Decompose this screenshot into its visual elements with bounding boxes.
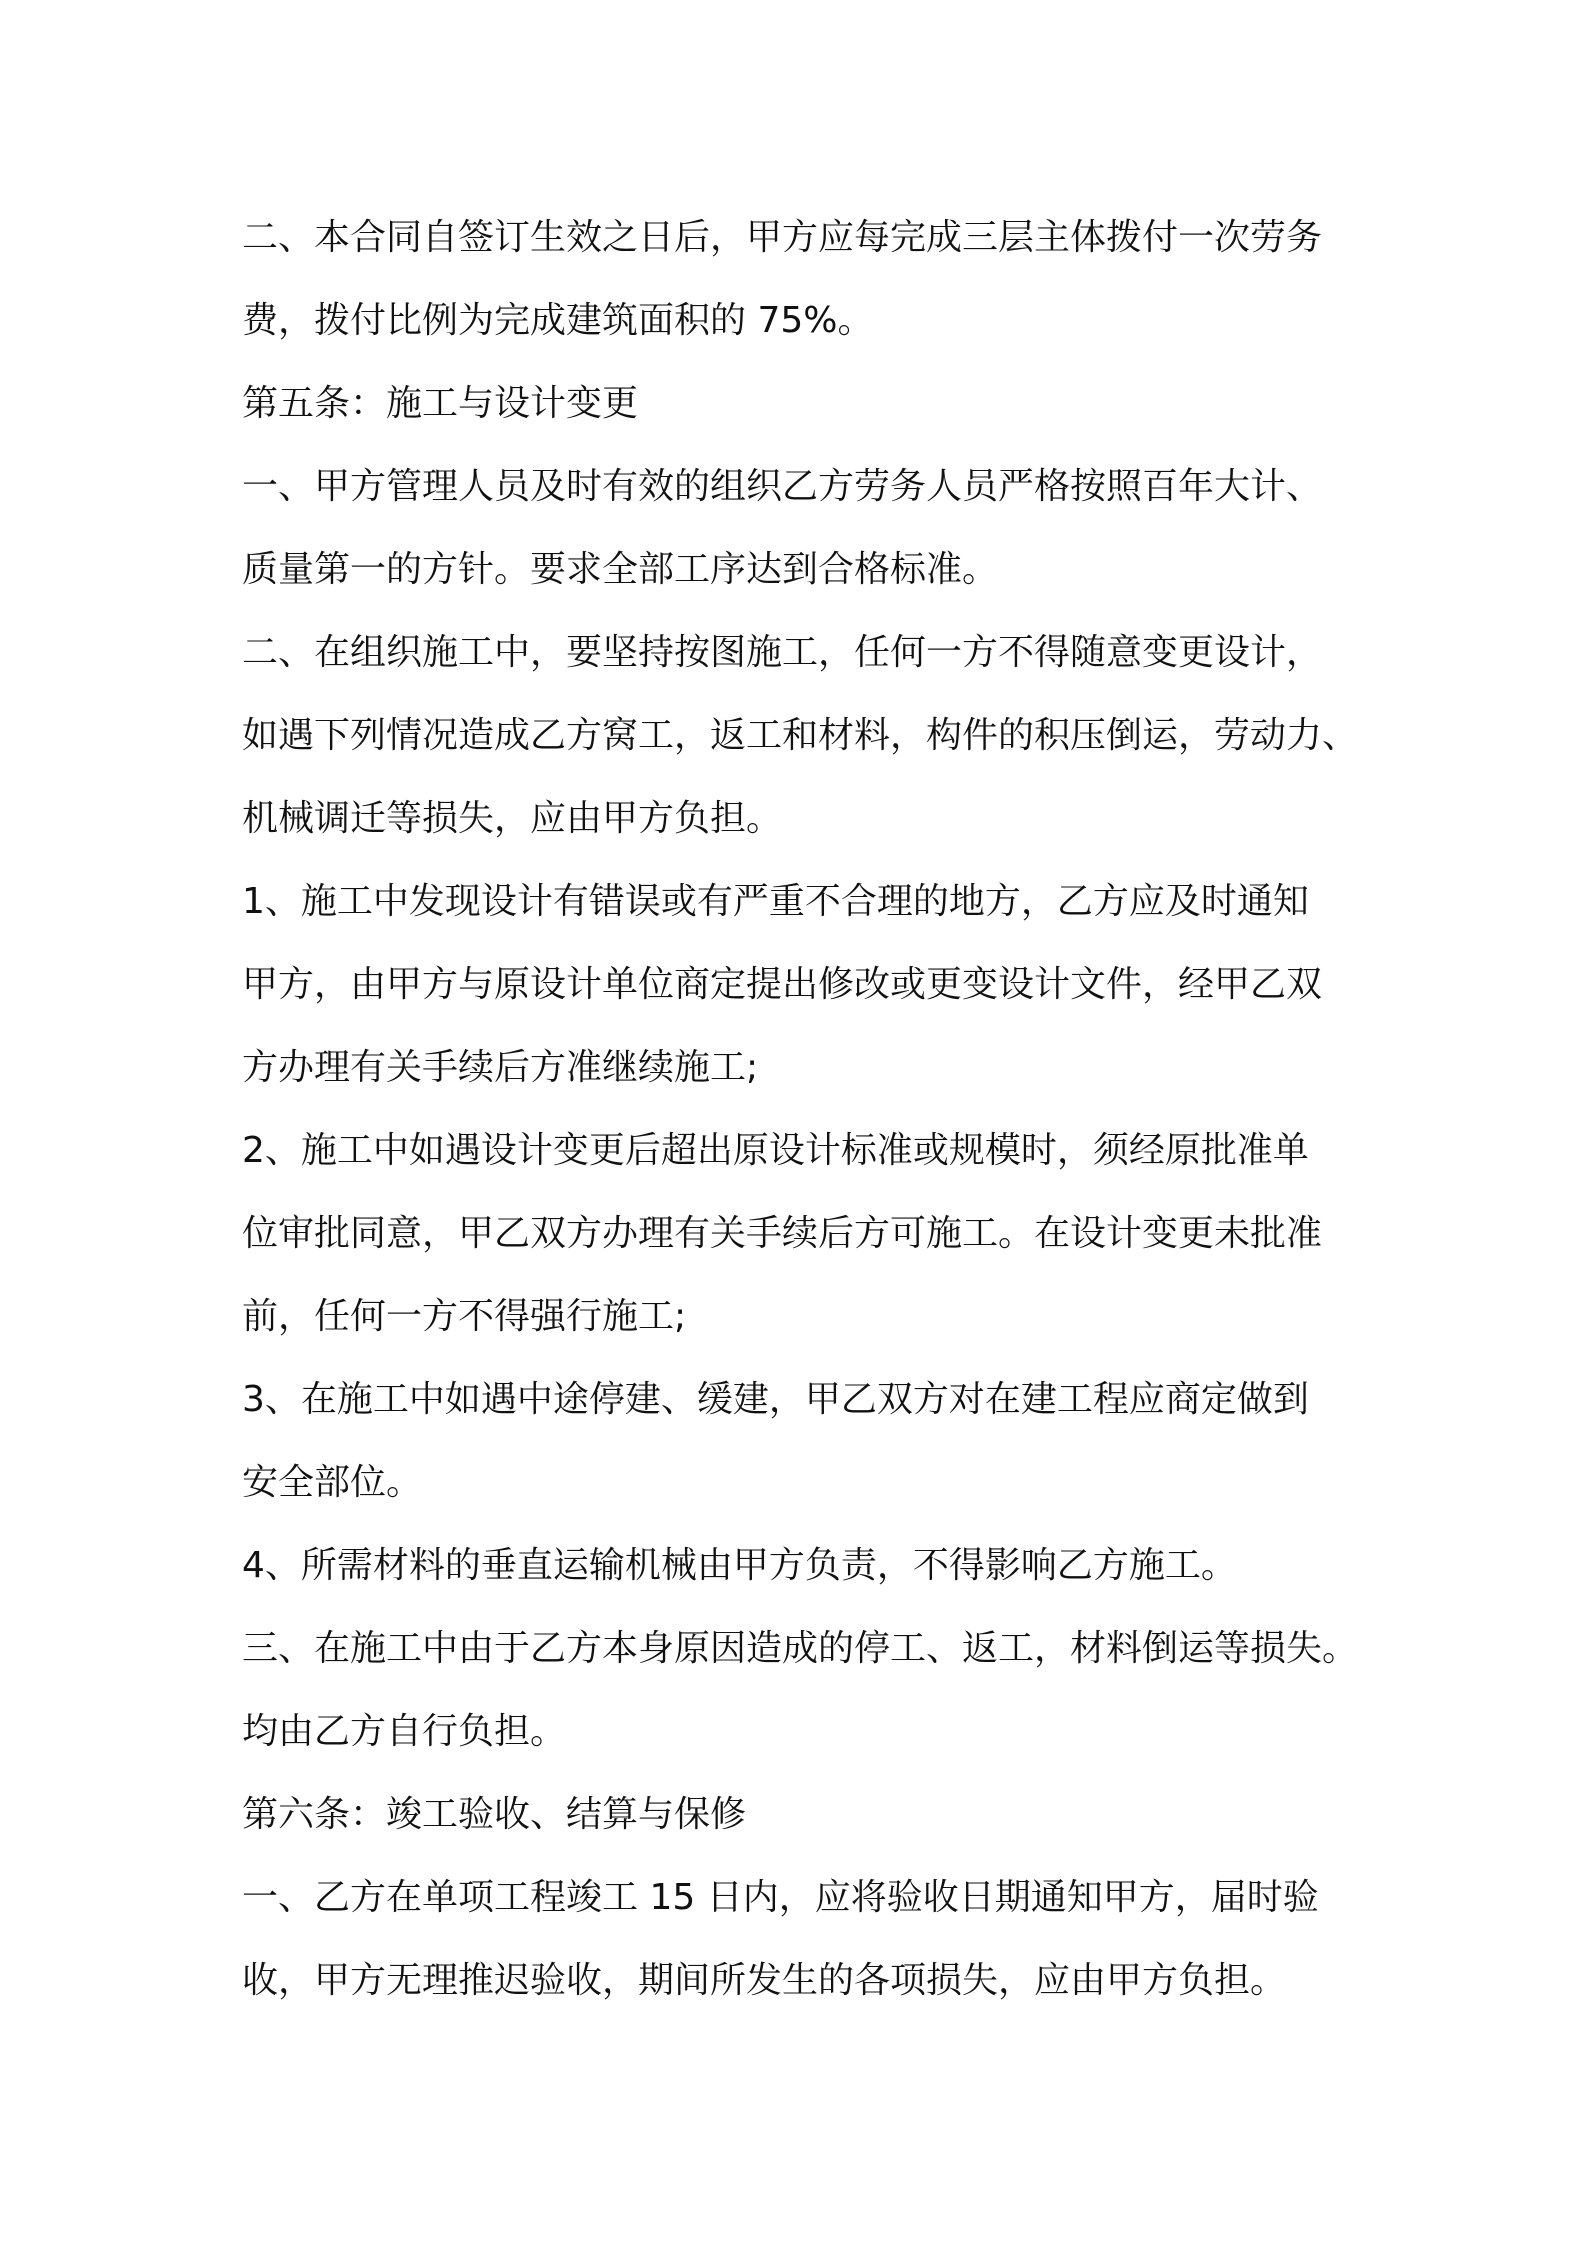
text-line: 机械调迁等损失，应由甲方负担。 [242, 798, 783, 839]
text-line: 前，任何一方不得强行施工; [242, 1296, 687, 1337]
text-line: 一、甲方管理人员及时有效的组织乙方劳务人员严格按照百年大计、 [242, 466, 1323, 507]
text-line: 一、乙方在单项工程竣工 15 日内，应将验收日期通知甲方，届时验 [242, 1877, 1319, 1918]
text-line: 甲方，由甲方与原设计单位商定提出修改或更变设计文件，经甲乙双 [242, 964, 1323, 1005]
text-line: 三、在施工中由于乙方本身原因造成的停工、返工，材料倒运等损失。 [242, 1628, 1359, 1669]
text-line: 质量第一的方针。要求全部工序达到合格标准。 [242, 549, 999, 590]
text-line: 均由乙方自行负担。 [242, 1711, 567, 1752]
text-line: 位审批同意，甲乙双方办理有关手续后方可施工。在设计变更未批准 [242, 1213, 1323, 1254]
text-line: 二、在组织施工中，要坚持按图施工，任何一方不得随意变更设计， [242, 632, 1323, 673]
text-line: 1、施工中发现设计有错误或有严重不合理的地方，乙方应及时通知 [242, 881, 1309, 922]
document-body [242, 196, 1362, 2022]
text-line: 费，拨付比例为完成建筑面积的 75%。 [242, 300, 874, 341]
section-heading: 第六条：竣工验收、结算与保修 [242, 1794, 747, 1835]
text-line: 收，甲方无理推迟验收，期间所发生的各项损失，应由甲方负担。 [242, 1960, 1287, 2001]
text-line: 4、所需材料的垂直运输机械由甲方负责，不得影响乙方施工。 [242, 1545, 1237, 1586]
section-heading: 第五条：施工与设计变更 [242, 383, 639, 424]
text-line: 2、施工中如遇设计变更后超出原设计标准或规模时，须经原批准单 [242, 1130, 1309, 1171]
text-line: 安全部位。 [242, 1462, 423, 1503]
text-line: 二、本合同自签订生效之日后，甲方应每完成三层主体拨付一次劳务 [242, 217, 1323, 258]
text-line: 方办理有关手续后方准继续施工; [242, 1047, 759, 1088]
text-line: 如遇下列情况造成乙方窝工，返工和材料，构件的积压倒运，劳动力、 [242, 715, 1359, 756]
text-line: 3、在施工中如遇中途停建、缓建，甲乙双方对在建工程应商定做到 [242, 1379, 1309, 1420]
